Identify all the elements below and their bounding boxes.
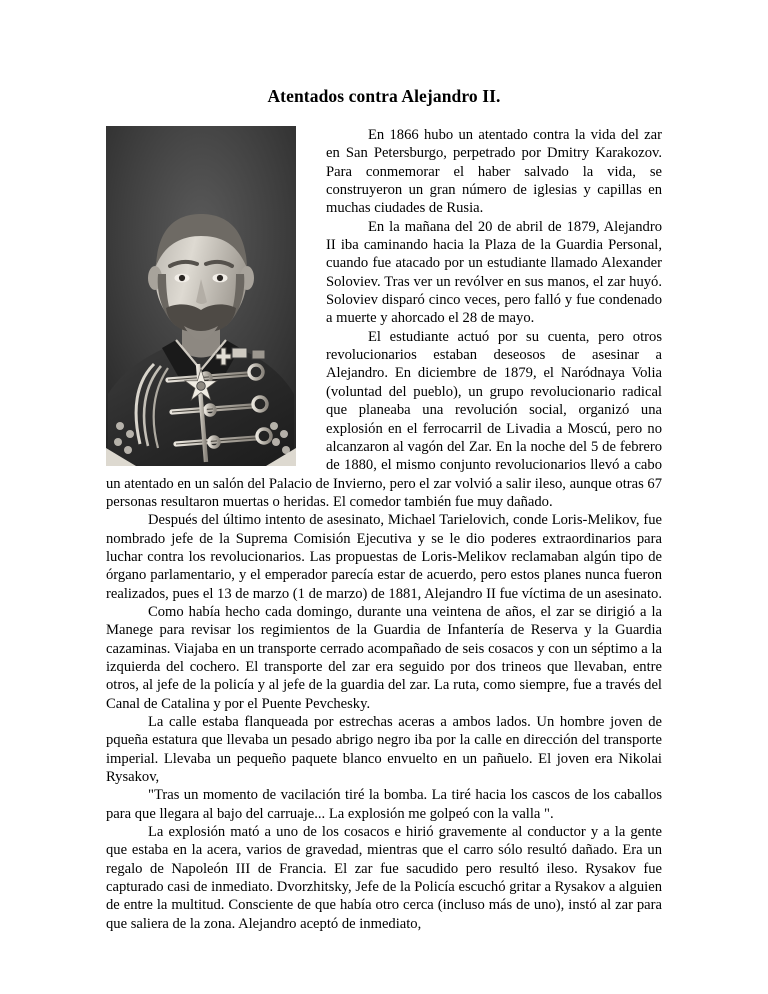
paragraph: Como había hecho cada domingo, durante una veintena de años, el zar se dirigió a la Manege para revisar los regimientos de la Guardia de Infantería de Reserva y la Guardia cazaminas. Viajaba en un transporte cerrado acompañado de seis cosacos y con un séptimo a la izquierda del cochero. El transporte del zar era seguido por dos trineos que llevaban, entre otros, al jefe de la policía y al jefe de la guardia del zar. La ruta, como siempre, fue a través del Canal de Catalina y por el Puente Pevchesky. (106, 603, 662, 712)
portrait-alexander-ii (106, 126, 296, 466)
page-content (106, 0, 662, 933)
page-title: Atentados contra Alejandro II. (267, 86, 501, 106)
paragraph: El estudiante actuó por su cuenta, pero otros revolucionarios estaban deseosos de asesinar a Alejandro. En diciembre de 1879, el Naródnaya Volia (voluntad del pueblo), un grupo revolucionario radical que planeaba una revolución social, organizó una explosión en el ferrocarril de Livadia a Moscú, pero no alcanzaron al vagón del Zar. En la noche del 5 de febrero de 1880, el mismo conjunto revolucionarios llevó a cabo un atentado en un salón del Palacio de Invierno, pero el zar volvió a salir ileso, aunque otras 67 personas resultaron muertas o heridas. El comedor también fue muy dañado. (106, 328, 663, 510)
quoted-paragraph: "Tras un momento de vacilación tiré la bomba. La tiré hacia los cascos de los caballos para que llegara al bajo del carruaje... La explosión me golpeó con la valla ". (106, 787, 662, 822)
paragraph: La explosión mató a uno de los cosacos e hirió gravemente al conductor y a la gente que estaba en la acera, varios de gravedad, mientras que el carro sólo resultó dañado. Era un regalo de Napoleón III de Francia. El zar fue sacudido pero resultó ileso. Rysakov fue capturado casi de inmediato. Dvorzhitsky, Jefe de la Policía escuchó gritar a Rysakov a alguien de entre la multitud. Consciente de que había otro cerca (incluso más de uno), instó al zar para que saliera de la zona. Alejandro aceptó de inmediato, (106, 824, 662, 932)
paragraph: En 1866 hubo un atentado contra la vida del zar en San Petersburgo, perpetrado por Dmitry Karakozov. Para conmemorar el haber salvado la vida, se construyeron un gran número de iglesias y capillas en muchas ciudades de Rusia. (326, 127, 662, 217)
document-body (106, 126, 662, 933)
paragraph: Después del último intento de asesinato, Michael Tarielovich, conde Loris-Melikov, fue nombrado jefe de la Suprema Comisión Ejecutiva y se le dio poderes extraordinarios para luchar contra los revolucionarios. Las propuestas de Loris-Melikov reclamaban algún tipo de órgano parlamentario, y el emperador parecía estar de acuerdo, pero estos planes nunca fueron realizados, pues el 13 de marzo (1 de marzo) de 1881, Alejandro II fue víctima de un asesinato. (106, 512, 662, 602)
portrait-image (106, 126, 296, 466)
paragraph: En la mañana del 20 de abril de 1879, Alejandro II iba caminando hacia la Plaza de la Guardia Personal, cuando fue atacado por un estudiante llamado Alexander Soloviev. Tras ver un revólver en sus manos, el zar huyó. Soloviev disparó cinco veces, pero falló y fue condenado a muerte y ahorcado el 28 de mayo. (326, 218, 662, 327)
paragraph: La calle estaba flanqueada por estrechas aceras a ambos lados. Un hombre joven de pqueña estatura que llevaba un pesado abrigo negro iba por la calle en dirección del transporte imperial. Llevaba un pequeño paquete blanco envuelto en un pañuelo. El joven era Nikolai Rysakov, (106, 714, 662, 786)
